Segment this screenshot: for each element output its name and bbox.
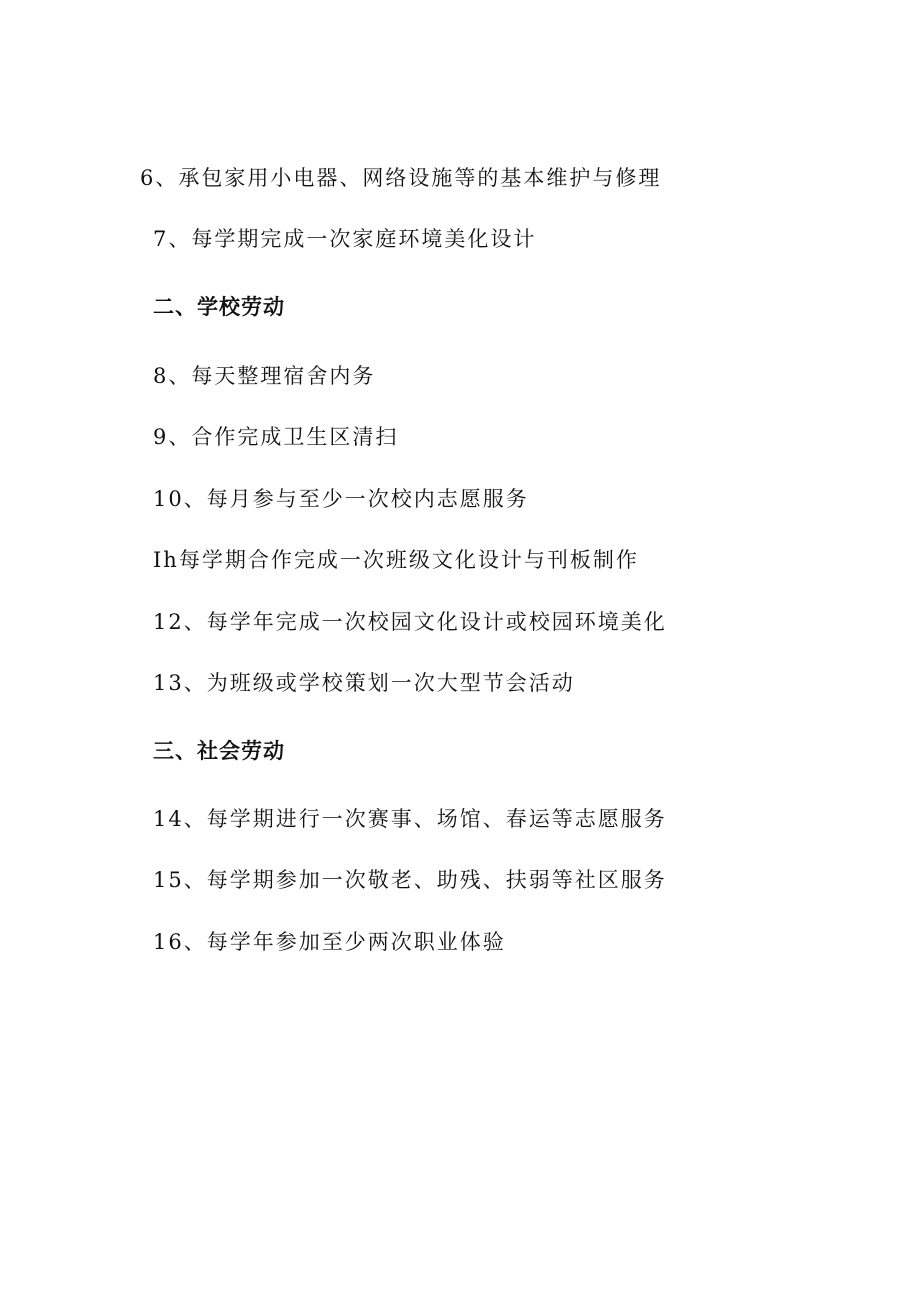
section-heading-social-labor: 三、社会劳动 [153, 739, 285, 763]
list-item-6: 6、承包家用小电器、网络设施等的基本维护与修理 [140, 166, 662, 190]
list-item-11: Ih每学期合作完成一次班级文化设计与刊板制作 [153, 548, 639, 572]
list-item-7: 7、每学期完成一次家庭环境美化设计 [153, 227, 537, 251]
list-item-8: 8、每天整理宿舍内务 [153, 364, 376, 388]
list-item-16: 16、每学年参加至少两次职业体验 [153, 930, 506, 954]
list-item-9: 9、合作完成卫生区清扫 [153, 425, 399, 449]
list-item-12: 12、每学年完成一次校园文化设计或校园环境美化 [153, 610, 667, 634]
list-item-13: 13、为班级或学校策划一次大型节会活动 [153, 671, 575, 695]
list-item-14: 14、每学期进行一次赛事、场馆、春运等志愿服务 [153, 807, 667, 831]
section-heading-school-labor: 二、学校劳动 [153, 295, 285, 319]
list-item-10: 10、每月参与至少一次校内志愿服务 [153, 487, 529, 511]
list-item-15: 15、每学期参加一次敬老、助残、扶弱等社区服务 [153, 868, 667, 892]
